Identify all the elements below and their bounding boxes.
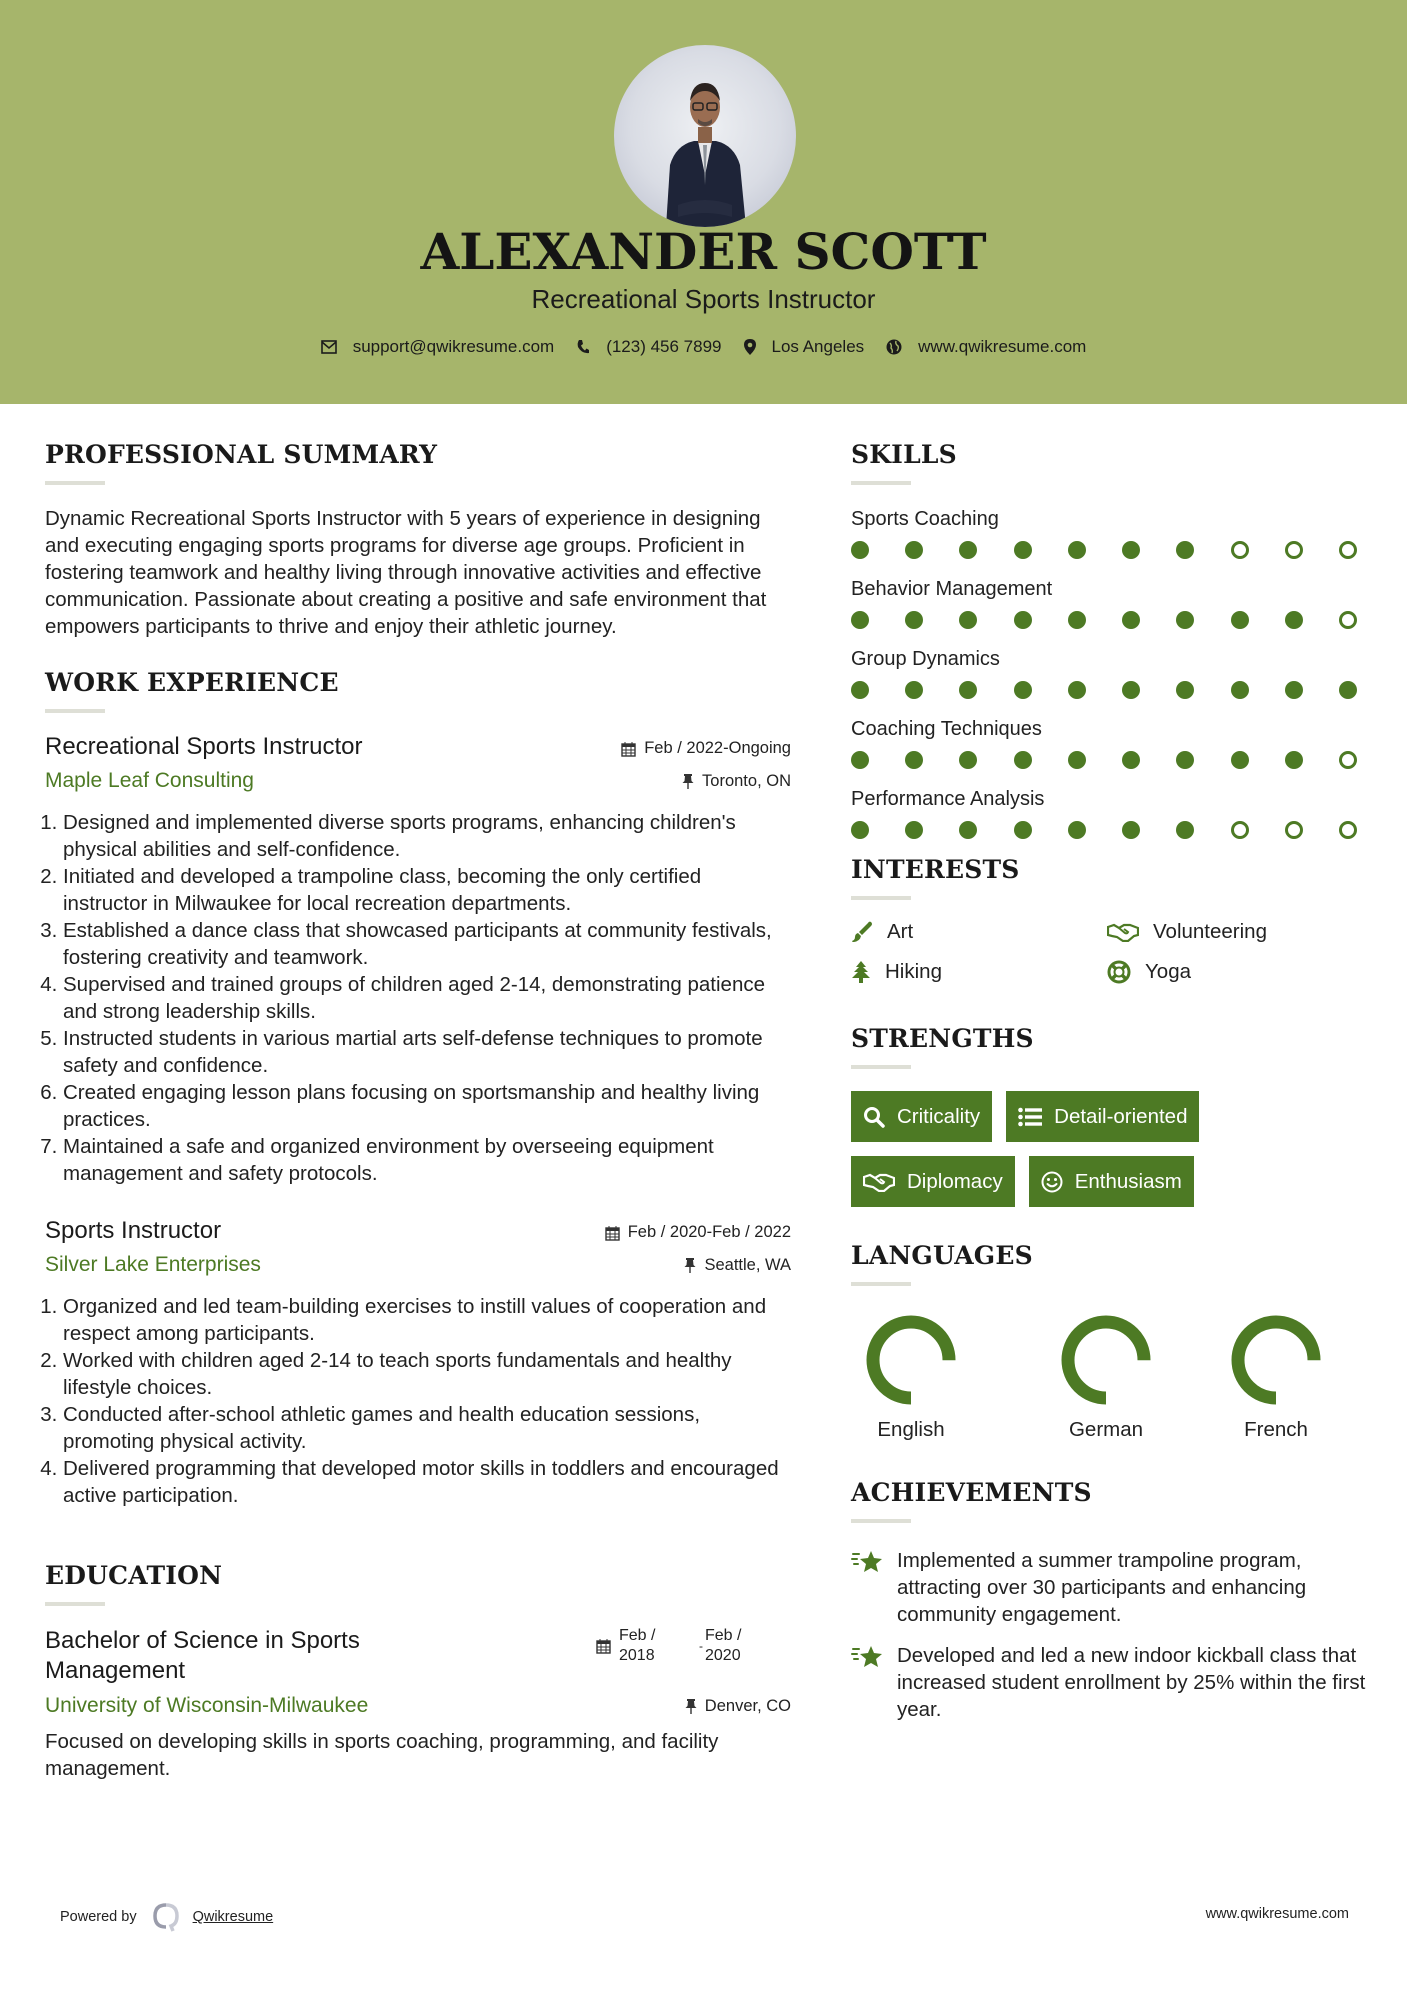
- languages-section: [851, 1241, 1371, 1442]
- skill-item: [851, 715, 1371, 769]
- bullet-item: 1. Organized and led team-building exercises to instill values of cooperation and respect among participants.: [63, 1293, 791, 1347]
- footer-powered-by: [60, 1902, 273, 1932]
- rating-dot-empty: [1285, 821, 1303, 839]
- rating-dot-empty: [1339, 611, 1357, 629]
- pushpin-icon: [684, 1257, 696, 1273]
- contact-location: [744, 337, 865, 357]
- handshake-icon: [863, 1172, 895, 1192]
- rating-dot-filled: [1122, 611, 1140, 629]
- pushpin-icon: [685, 1698, 697, 1714]
- rating-dot-filled: [905, 681, 923, 699]
- rating-dot-filled: [1014, 821, 1032, 839]
- summary-text: Dynamic Recreational Sports Instructor with 5 years of experience in designing and executing engaging sports programs for diverse age groups. Proficient in fostering teamwork and healthy living through innovative activities and effective communication. Passionate about creating a positive and safe environment that empowers participants to thrive and enjoy their athletic journey.: [45, 507, 767, 638]
- skill-item: [851, 645, 1371, 699]
- education-description: Focused on developing skills in sports coaching, programming, and facility management.: [45, 1730, 719, 1780]
- rating-dot-filled: [1122, 681, 1140, 699]
- education-end: Feb / 2020: [705, 1627, 742, 1664]
- section-title: EDUCATION: [45, 1561, 223, 1590]
- bullet-item: 3. Established a dance class that showcased participants at community festivals, fostering creativity and teamwork.: [63, 917, 791, 971]
- rating-dot-empty: [1339, 821, 1357, 839]
- rating-dot-empty: [1231, 821, 1249, 839]
- list-icon: [1018, 1107, 1042, 1127]
- contact-phone[interactable]: [576, 337, 721, 357]
- bullet-item: 7. Maintained a safe and organized environment by overseeing equipment management and safety protocols.: [63, 1133, 791, 1187]
- language-item: [851, 1314, 971, 1442]
- skill-item: [851, 785, 1371, 839]
- rating-dot-filled: [1231, 751, 1249, 769]
- languages-list: [851, 1314, 1371, 1442]
- language-progress-ring-icon: [865, 1314, 957, 1406]
- section-title: PROFESSIONAL SUMMARY: [45, 440, 438, 469]
- rating-dot-empty: [1339, 541, 1357, 559]
- achievement-item: [851, 1547, 1371, 1628]
- language-item: [1191, 1314, 1361, 1442]
- bullet-item: 2. Worked with children aged 2-14 to teach sports fundamentals and healthy lifestyle choices.: [63, 1347, 791, 1401]
- pushpin-icon: [682, 773, 694, 789]
- strength-chip: Criticality: [851, 1091, 992, 1142]
- section-title: INTERESTS: [851, 855, 1020, 884]
- job-location: Seattle, WA: [684, 1256, 791, 1275]
- bullet-item: 5. Instructed students in various martial arts self-defense techniques to promote safety and confidence.: [63, 1025, 791, 1079]
- contact-location-text: Los Angeles: [771, 337, 865, 356]
- calendar-icon: [605, 1225, 620, 1241]
- skill-name: Behavior Management: [851, 578, 1053, 600]
- right-column: [851, 440, 1371, 1737]
- skill-name: Group Dynamics: [851, 648, 1000, 670]
- skill-rating: [851, 541, 1357, 559]
- footer-website[interactable]: www.qwikresume.com: [1205, 1906, 1349, 1922]
- bullet-item: 3. Conducted after-school athletic games and health education sessions, promoting physical activity.: [63, 1401, 791, 1455]
- bullet-item: 6. Created engaging lesson plans focusing on sportsmanship and healthy living practices.: [63, 1079, 791, 1133]
- rating-dot-filled: [1231, 681, 1249, 699]
- job-dates: Feb / 2022-Ongoing: [621, 739, 791, 758]
- job-entry: [45, 1217, 791, 1509]
- section-divider: [45, 481, 105, 485]
- contact-phone-text: (123) 456 7899: [606, 337, 722, 356]
- skill-rating: [851, 751, 1357, 769]
- rating-dot-filled: [1068, 681, 1086, 699]
- job-location: Toronto, ON: [682, 772, 791, 791]
- rating-dot-filled: [851, 751, 869, 769]
- language-progress-ring-icon: [1230, 1314, 1322, 1406]
- candidate-name: ALEXANDER SCOTT: [420, 222, 987, 281]
- rating-dot-filled: [905, 751, 923, 769]
- achievement-text: Developed and led a new indoor kickball class that increased student enrollment by 25% within the first year.: [897, 1644, 1366, 1721]
- language-item: [1021, 1314, 1191, 1442]
- qwikresume-logo-icon: [151, 1902, 181, 1932]
- rating-dot-filled: [905, 821, 923, 839]
- section-title: SKILLS: [851, 440, 957, 469]
- rating-dot-filled: [905, 541, 923, 559]
- rating-dot-filled: [1176, 821, 1194, 839]
- skills-list: [851, 505, 1371, 839]
- interest-item: Volunteering: [1107, 920, 1357, 944]
- candidate-title: Recreational Sports Instructor: [531, 284, 876, 314]
- rating-dot-filled: [1122, 821, 1140, 839]
- rating-dot-filled: [1176, 611, 1194, 629]
- rating-dot-filled: [1014, 541, 1032, 559]
- achievement-item: [851, 1642, 1371, 1723]
- contact-email[interactable]: [321, 337, 555, 357]
- rating-dot-filled: [1231, 611, 1249, 629]
- rating-dot-filled: [1122, 751, 1140, 769]
- calendar-icon: [621, 741, 636, 757]
- strength-chip: Detail-oriented: [1006, 1091, 1199, 1142]
- bullet-item: 2. Initiated and developed a trampoline class, becoming the only certified instructor in Milwaukee for local recreation departments.: [63, 863, 791, 917]
- school-name: University of Wisconsin-Milwaukee: [45, 1694, 369, 1717]
- job-title: Sports Instructor: [45, 1217, 222, 1244]
- rating-dot-filled: [1068, 611, 1086, 629]
- section-divider: [851, 896, 911, 900]
- profile-photo: [614, 45, 796, 227]
- powered-by-label: Powered by: [60, 1909, 137, 1925]
- skill-rating: [851, 611, 1357, 629]
- rating-dot-filled: [1285, 611, 1303, 629]
- trophy-star-icon: [851, 1644, 883, 1670]
- rating-dot-filled: [1014, 611, 1032, 629]
- rating-dot-filled: [905, 611, 923, 629]
- qwikresume-link[interactable]: Qwikresume: [192, 1909, 274, 1925]
- rating-dot-filled: [1122, 541, 1140, 559]
- bullet-item: 4. Supervised and trained groups of children aged 2-14, demonstrating patience and strong leadership skills.: [63, 971, 791, 1025]
- person-portrait-icon: [614, 45, 796, 227]
- rating-dot-filled: [959, 751, 977, 769]
- rating-dot-filled: [959, 821, 977, 839]
- job-entry: [45, 733, 791, 1187]
- rating-dot-filled: [1068, 751, 1086, 769]
- smile-icon: [1041, 1171, 1063, 1193]
- phone-icon: [576, 339, 590, 355]
- rating-dot-filled: [851, 821, 869, 839]
- skill-name: Coaching Techniques: [851, 718, 1042, 740]
- experience-section: [45, 668, 791, 1509]
- section-divider: [851, 1065, 911, 1069]
- achievement-text: Implemented a summer trampoline program, attracting over 30 participants and enhancing community engagement.: [897, 1549, 1307, 1626]
- left-column: [45, 440, 791, 1782]
- map-marker-icon: [744, 339, 756, 355]
- rating-dot-filled: [959, 681, 977, 699]
- rating-dot-filled: [1068, 541, 1086, 559]
- skill-item: [851, 575, 1371, 629]
- strengths-list: [851, 1091, 1371, 1207]
- rating-dot-filled: [851, 611, 869, 629]
- life-ring-icon: [1107, 960, 1131, 984]
- education-location: Denver, CO: [685, 1697, 791, 1716]
- contact-bar: [0, 337, 1407, 357]
- rating-dot-filled: [959, 611, 977, 629]
- rating-dot-filled: [851, 541, 869, 559]
- job-dates: Feb / 2020-Feb / 2022: [605, 1223, 791, 1242]
- strength-chip: Enthusiasm: [1029, 1156, 1194, 1207]
- section-divider: [851, 1519, 911, 1523]
- section-title: WORK EXPERIENCE: [45, 668, 339, 697]
- skill-rating: [851, 821, 1357, 839]
- envelope-icon: [321, 340, 337, 354]
- language-name: German: [1068, 1418, 1144, 1441]
- education-start: Feb / 2018: [619, 1627, 656, 1664]
- handshake-icon: [1107, 922, 1139, 942]
- education-dates: [596, 1626, 751, 1666]
- globe-icon: [886, 339, 902, 355]
- rating-dot-filled: [1068, 821, 1086, 839]
- rating-dot-filled: [1339, 681, 1357, 699]
- tree-icon: [851, 961, 871, 983]
- skill-name: Sports Coaching: [851, 508, 999, 530]
- section-title: ACHIEVEMENTS: [851, 1478, 1092, 1507]
- section-divider: [45, 709, 105, 713]
- contact-website[interactable]: [886, 337, 1086, 357]
- paintbrush-icon: [851, 921, 873, 943]
- rating-dot-filled: [1176, 681, 1194, 699]
- rating-dot-empty: [1231, 541, 1249, 559]
- language-progress-ring-icon: [1060, 1314, 1152, 1406]
- bullet-item: 1. Designed and implemented diverse sports programs, enhancing children's physical abilities and self-confidence.: [63, 809, 791, 863]
- job-bullets: [45, 1293, 791, 1509]
- rating-dot-filled: [959, 541, 977, 559]
- bullet-item: 4. Delivered programming that developed motor skills in toddlers and encouraged active participation.: [63, 1455, 791, 1509]
- calendar-icon: [596, 1638, 611, 1654]
- company-name: Silver Lake Enterprises: [45, 1253, 261, 1276]
- rating-dot-filled: [851, 681, 869, 699]
- language-name: English: [877, 1418, 945, 1441]
- interests-section: [851, 855, 1371, 984]
- interests-grid: [851, 920, 1371, 984]
- achievements-section: [851, 1478, 1371, 1723]
- job-title: Recreational Sports Instructor: [45, 733, 363, 760]
- section-divider: [45, 1602, 105, 1606]
- section-divider: [851, 1282, 911, 1286]
- resume-header: [0, 0, 1407, 404]
- skills-section: [851, 440, 1371, 839]
- interest-item: Art: [851, 920, 1107, 944]
- section-title: STRENGTHS: [851, 1024, 1034, 1053]
- degree-title: Bachelor of Science in Sports Management: [45, 1627, 360, 1684]
- education-section: [45, 1561, 791, 1782]
- rating-dot-filled: [1285, 681, 1303, 699]
- rating-dot-empty: [1285, 541, 1303, 559]
- contact-email-text: support@qwikresume.com: [352, 337, 555, 356]
- trophy-star-icon: [851, 1549, 883, 1575]
- strength-chip: Diplomacy: [851, 1156, 1015, 1207]
- section-divider: [851, 481, 911, 485]
- search-icon: [863, 1106, 885, 1128]
- skill-rating: [851, 681, 1357, 699]
- language-name: French: [1244, 1418, 1308, 1441]
- date-separator: -: [699, 1639, 703, 1653]
- rating-dot-empty: [1339, 751, 1357, 769]
- interest-item: Hiking: [851, 960, 1107, 984]
- rating-dot-filled: [1176, 541, 1194, 559]
- rating-dot-filled: [1014, 751, 1032, 769]
- strengths-section: [851, 1024, 1371, 1207]
- summary-section: [45, 440, 791, 640]
- company-name: Maple Leaf Consulting: [45, 769, 254, 792]
- job-bullets: [45, 809, 791, 1187]
- section-title: LANGUAGES: [851, 1241, 1033, 1270]
- interest-item: Yoga: [1107, 960, 1357, 984]
- rating-dot-filled: [1176, 751, 1194, 769]
- contact-website-text: www.qwikresume.com: [918, 337, 1087, 356]
- rating-dot-filled: [1285, 751, 1303, 769]
- skill-name: Performance Analysis: [851, 788, 1045, 810]
- rating-dot-filled: [1014, 681, 1032, 699]
- skill-item: [851, 505, 1371, 559]
